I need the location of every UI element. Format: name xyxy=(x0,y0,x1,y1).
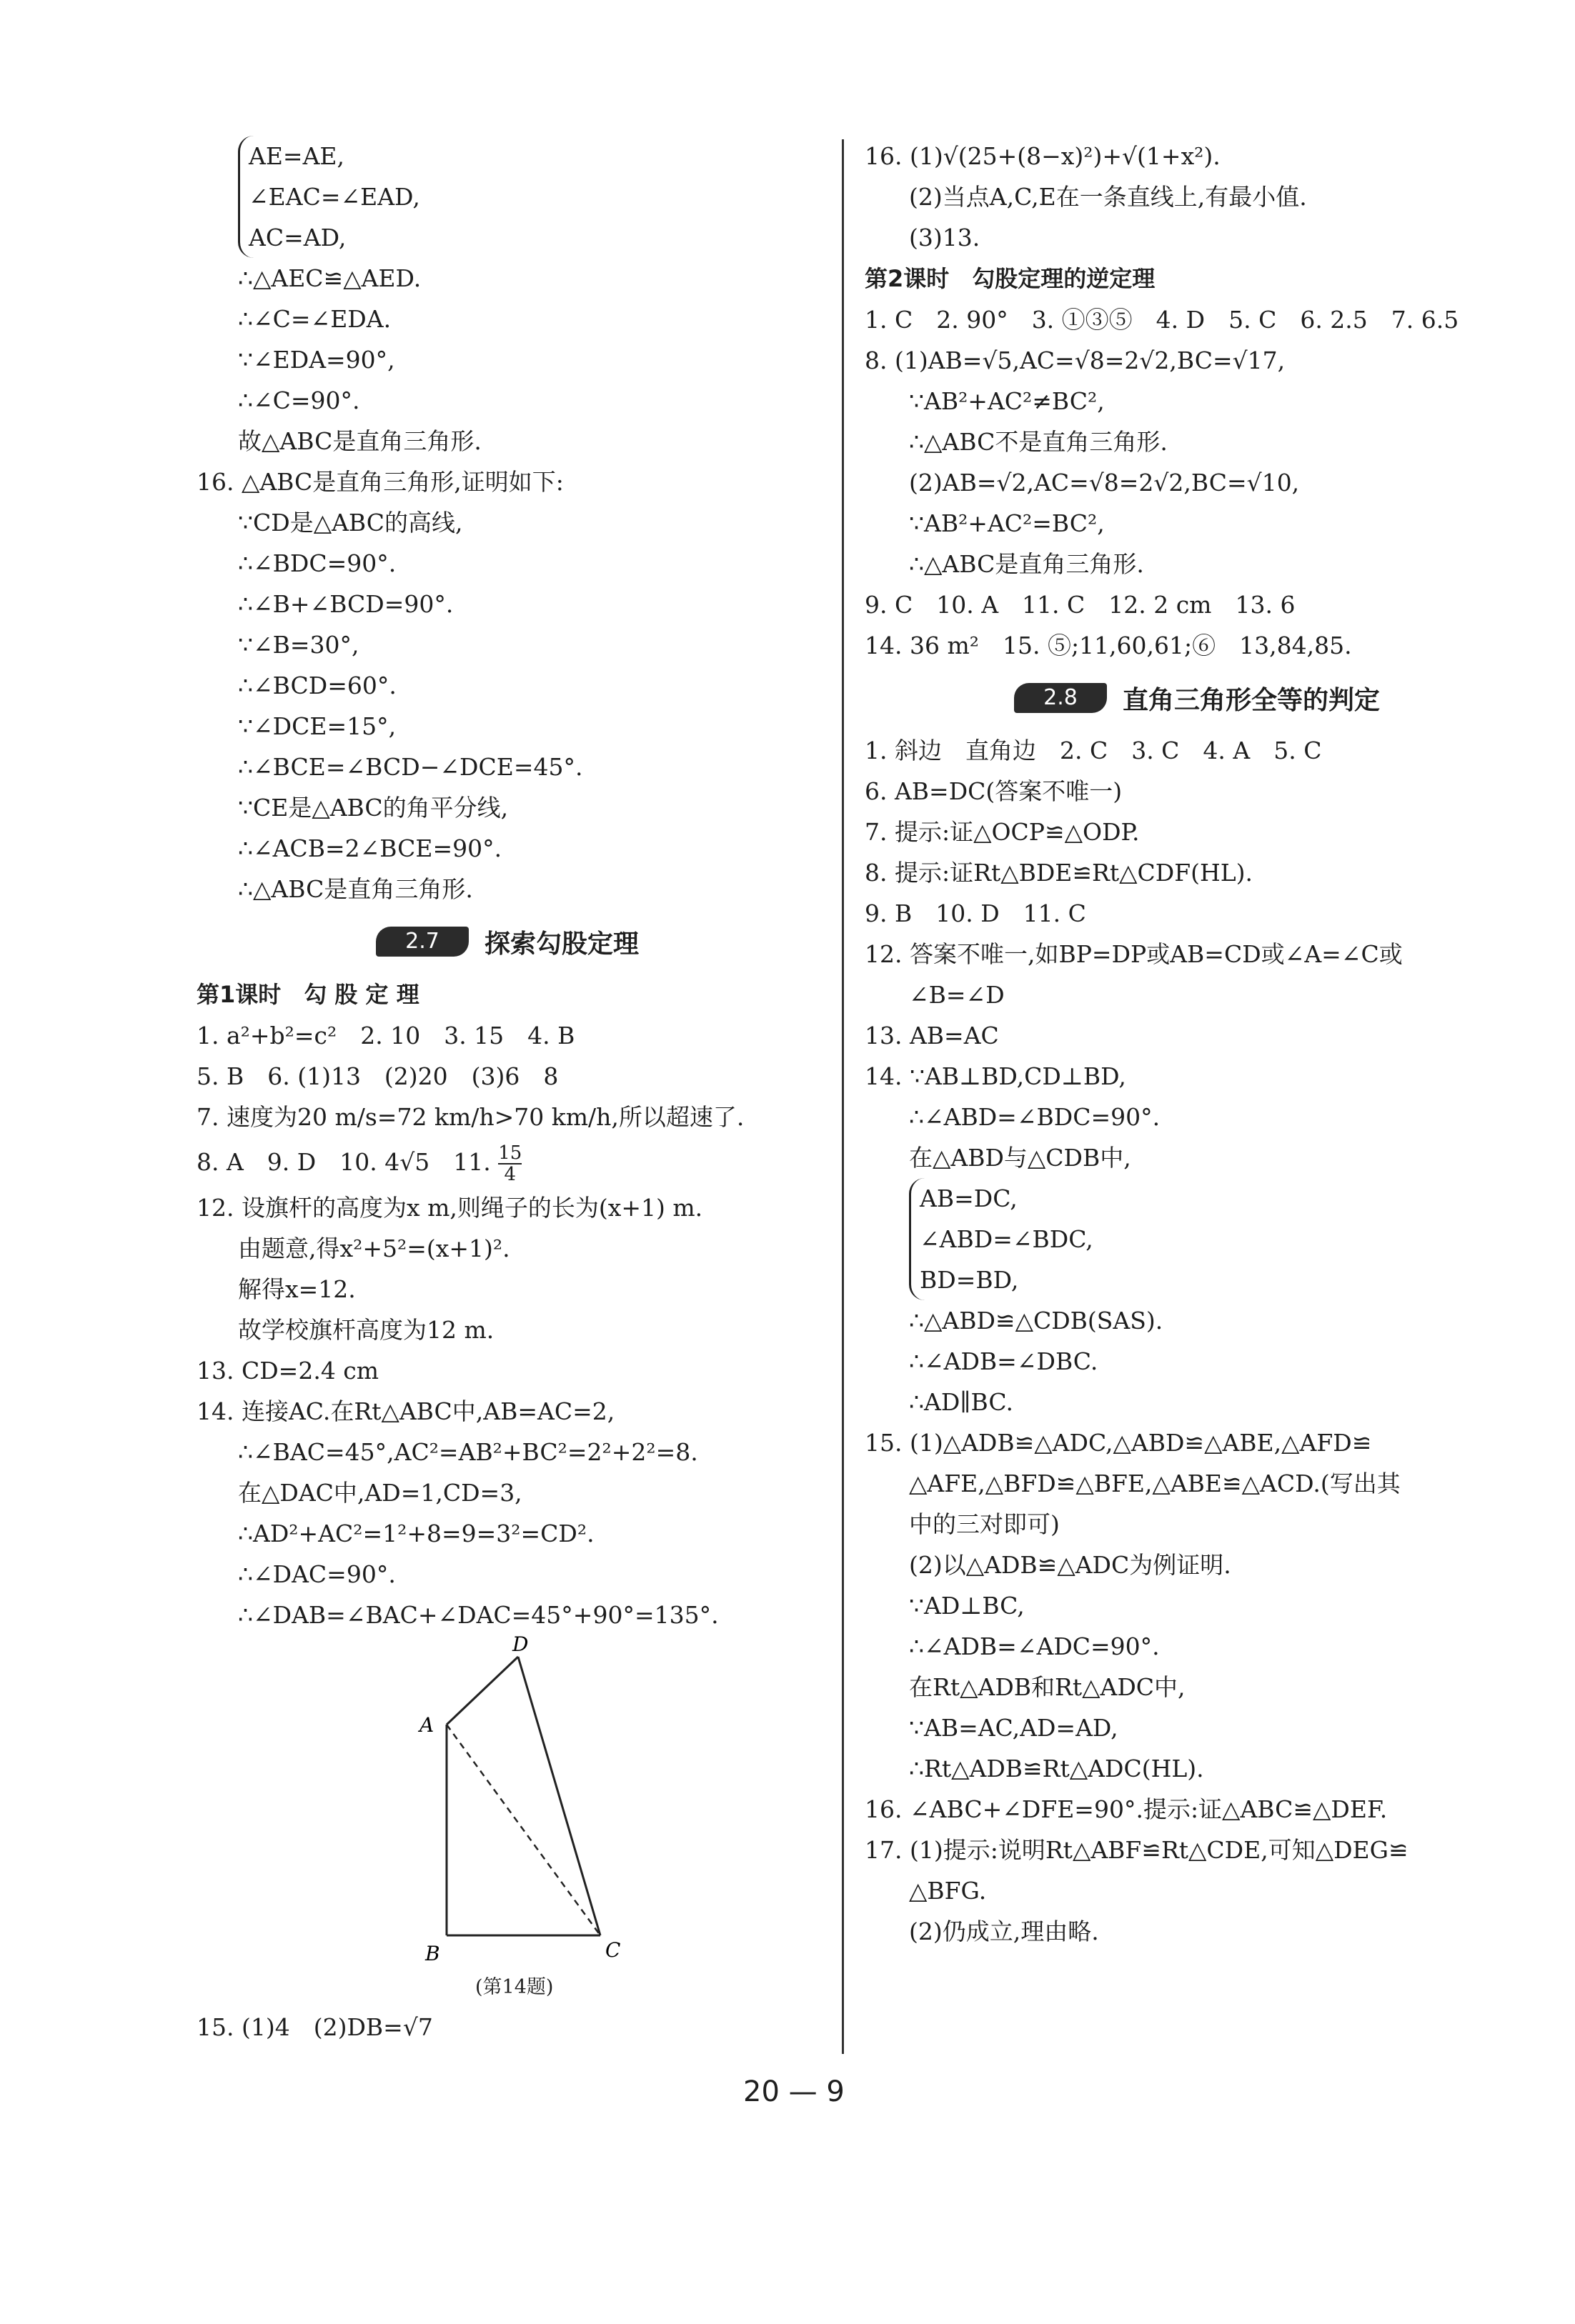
line: △BFG. xyxy=(909,1877,987,1905)
line: ∴AD²+AC²=1²+8=9=3²=CD². xyxy=(238,1520,595,1547)
line: ∴△ABC不是直角三角形. xyxy=(909,428,1168,456)
question-14: 14. ∵AB⊥BD,CD⊥BD, xyxy=(865,1062,1126,1090)
point-label-b: B xyxy=(425,1942,440,1965)
fraction-numerator: 15 xyxy=(498,1142,522,1164)
line: ∴△AEC≌△AED. xyxy=(238,264,422,292)
line: ∴∠B+∠BCD=90°. xyxy=(238,590,454,618)
line: ∵AB²+AC²=BC², xyxy=(909,509,1105,537)
line: ∴∠DAB=∠BAC+∠DAC=45°+90°=135°. xyxy=(238,1601,719,1629)
line: ∴∠C=90°. xyxy=(238,386,360,414)
line: AE=AE, xyxy=(249,142,344,170)
question-16: 16. ∠ABC+∠DFE=90°.提示:证△ABC≌△DEF. xyxy=(865,1795,1388,1823)
question-12: 12. 答案不唯一,如BP=DP或AB=CD或∠A=∠C或 xyxy=(865,940,1403,968)
question-16: 16. △ABC是直角三角形,证明如下: xyxy=(197,468,564,496)
answer-line xyxy=(197,1137,818,1187)
answer-line: 14. 36 m² 15. ⑤;11,60,61;⑥ 13,84,85. xyxy=(865,632,1352,659)
line: 中的三对即可) xyxy=(909,1510,1060,1538)
answer-line: 1. 斜边 直角边 2. C 3. C 4. A 5. C xyxy=(865,737,1322,764)
section-title: 探索勾股定理 xyxy=(484,929,639,959)
left-column xyxy=(197,136,818,2048)
question-13: 13. AB=AC xyxy=(865,1022,999,1049)
line: ∴△ABC是直角三角形. xyxy=(238,875,473,903)
line: ∠ABD=∠BDC, xyxy=(920,1225,1093,1253)
line: BD=BD, xyxy=(920,1266,1019,1294)
question-16: 16. (1)√(25+(8−x)²)+√(1+x²). xyxy=(865,142,1221,170)
line: ∵AB²+AC²≠BC², xyxy=(909,387,1105,415)
brace-system-1 xyxy=(238,136,818,258)
answer-line: 1. C 2. 90° 3. ①③⑤ 4. D 5. C 6. 2.5 7. 6.5 xyxy=(865,306,1459,334)
answer-line: 9. C 10. A 11. C 12. 2 cm 13. 6 xyxy=(865,591,1296,619)
line: ∴△ABC是直角三角形. xyxy=(909,550,1144,578)
fraction xyxy=(498,1143,522,1185)
line: ∴∠BCD=60°. xyxy=(238,672,397,699)
line: ∵∠DCE=15°, xyxy=(238,712,397,740)
line: (2)AB=√2,AC=√8=2√2,BC=√10, xyxy=(909,469,1300,497)
question-8: 8. (1)AB=√5,AC=√8=2√2,BC=√17, xyxy=(865,346,1286,374)
line: ∴∠DAC=90°. xyxy=(238,1560,396,1588)
right-column xyxy=(865,136,1529,1952)
answer-line: 8. 提示:证Rt△BDE≌Rt△CDF(HL). xyxy=(865,859,1253,887)
section-number-badge: 2.7 xyxy=(376,927,469,957)
line: 故△ABC是直角三角形. xyxy=(238,427,482,455)
brace-system-2 xyxy=(909,1178,1529,1300)
line: ∵∠EDA=90°, xyxy=(238,346,395,374)
question-15: 15. (1)4 (2)DB=√7 xyxy=(197,2013,433,2041)
line: ∴△ABD≌△CDB(SAS). xyxy=(909,1307,1163,1335)
answer-line: 7. 提示:证△OCP≌△ODP. xyxy=(865,818,1140,846)
line: ∴∠BDC=90°. xyxy=(238,549,397,577)
line: 在Rt△ADB和Rt△ADC中, xyxy=(909,1673,1186,1701)
line: 解得x=12. xyxy=(238,1275,356,1303)
column-divider xyxy=(842,139,844,2054)
question-15: 15. (1)△ADB≌△ADC,△ABD≌△ABE,△AFD≌ xyxy=(865,1429,1372,1457)
line: ∠EAC=∠EAD, xyxy=(249,183,420,211)
point-label-a: A xyxy=(419,1713,434,1737)
answer-line: 7. 速度为20 m/s=72 km/h>70 km/h,所以超速了. xyxy=(197,1103,745,1131)
line: ∵AD⊥BC, xyxy=(909,1592,1025,1620)
answer-line: 1. a²+b²=c² 2. 10 3. 15 4. B xyxy=(197,1022,575,1049)
question-17: 17. (1)提示:说明Rt△ABF≌Rt△CDE,可知△DEG≌ xyxy=(865,1836,1408,1864)
lesson-heading: 第2课时 勾股定理的逆定理 xyxy=(865,265,1156,292)
figure-caption: (第14题) xyxy=(475,1976,554,1998)
line: ∵CD是△ABC的高线, xyxy=(238,509,463,537)
line: ∵∠B=30°, xyxy=(238,631,359,659)
question-14: 14. 连接AC.在Rt△ABC中,AB=AC=2, xyxy=(197,1397,615,1425)
answer-line: 5. B 6. (1)13 (2)20 (3)6 8 xyxy=(197,1062,559,1090)
answer-line: 9. B 10. D 11. C xyxy=(865,899,1086,927)
line: ∴∠BAC=45°,AC²=AB²+BC²=2²+2²=8. xyxy=(238,1438,698,1466)
line: ∠B=∠D xyxy=(909,981,1005,1009)
line: ∴Rt△ADB≌Rt△ADC(HL). xyxy=(909,1755,1204,1782)
line: 在△DAC中,AD=1,CD=3, xyxy=(238,1479,522,1507)
line: (2)当点A,C,E在一条直线上,有最小值. xyxy=(909,183,1307,211)
line: (2)以△ADB≌△ADC为例证明. xyxy=(909,1551,1231,1579)
line: ∴∠ADB=∠DBC. xyxy=(909,1347,1098,1375)
quadrilateral-diagram xyxy=(411,1635,711,1971)
section-number-badge: 2.8 xyxy=(1014,683,1107,713)
lesson-heading: 第1课时 勾 股 定 理 xyxy=(197,981,419,1008)
answer-line: 6. AB=DC(答案不唯一) xyxy=(865,777,1123,805)
line: ∴∠BCE=∠BCD−∠DCE=45°. xyxy=(238,753,583,781)
question-13: 13. CD=2.4 cm xyxy=(197,1357,379,1385)
line: △AFE,△BFD≌△BFE,△ABE≌△ACD.(写出其 xyxy=(909,1470,1401,1497)
line: AB=DC, xyxy=(920,1185,1018,1212)
line: ∵CE是△ABC的角平分线, xyxy=(238,794,509,822)
point-label-c: C xyxy=(605,1938,621,1962)
section-header-2-8 xyxy=(865,666,1529,730)
diagonal-ac xyxy=(447,1725,600,1935)
line: AC=AD, xyxy=(249,224,347,251)
line: ∵AB=AC,AD=AD, xyxy=(909,1714,1118,1742)
page-number: 20 — 9 xyxy=(743,2075,845,2108)
line: 在△ABD与△CDB中, xyxy=(909,1144,1131,1172)
section-title: 直角三角形全等的判定 xyxy=(1122,685,1380,715)
point-label-d: D xyxy=(512,1635,529,1656)
edge-ad xyxy=(447,1657,518,1725)
answer-text: 8. A 9. D 10. 4√5 11. xyxy=(197,1148,491,1176)
section-header-2-7 xyxy=(197,909,818,974)
figure-14 xyxy=(197,1635,818,2000)
edge-dc xyxy=(518,1657,600,1935)
line: 由题意,得x²+5²=(x+1)². xyxy=(238,1235,510,1262)
line: 故学校旗杆高度为12 m. xyxy=(238,1316,495,1344)
line: (3)13. xyxy=(909,224,980,251)
line: ∴∠ACB=2∠BCE=90°. xyxy=(238,834,502,862)
fraction-denominator: 4 xyxy=(504,1164,517,1185)
line: ∴AD∥BC. xyxy=(909,1388,1013,1416)
question-12: 12. 设旗杆的高度为x m,则绳子的长为(x+1) m. xyxy=(197,1194,703,1222)
line: ∴∠ABD=∠BDC=90°. xyxy=(909,1103,1161,1131)
line: (2)仍成立,理由略. xyxy=(909,1917,1099,1945)
line: ∴∠ADB=∠ADC=90°. xyxy=(909,1632,1160,1660)
line: ∴∠C=∠EDA. xyxy=(238,305,392,333)
